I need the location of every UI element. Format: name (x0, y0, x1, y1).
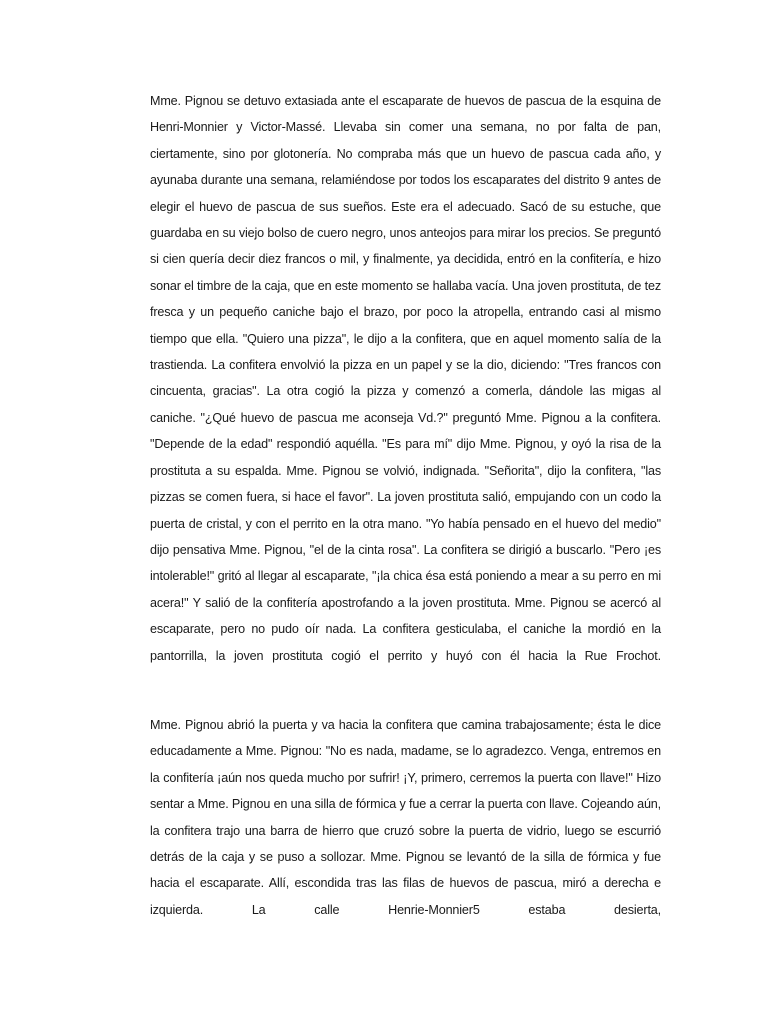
paragraph-2: Mme. Pignou abrió la puerta y va hacia la confitera que camina trabajosamente; ésta le dice educadamente a Mme. Pignou: "No es nada, madame, se lo agradezco. Venga, entremos en la confitería ¡aún nos queda mucho por sufrir! ¡Y, primero, cerremos la puerta con llave!" Hizo sentar a Mme. Pignou en una silla de fórmica y fue a cerrar la puerta con llave. Cojeando aún, la confitera trajo una barra de hierro que cruzó sobre la puerta de vidrio, luego se escurrió detrás de la caja y se puso a sollozar. Mme. Pignou se levantó de la silla de fórmica y fue hacia el escaparate. Allí, escondida tras las filas de huevos de pascua, miró a derecha e izquierda. La calle Henrie-Monnier5 estaba desierta, (150, 718, 661, 917)
paragraph-1: Mme. Pignou se detuvo extasiada ante el escaparate de huevos de pascua de la esquina de Henri-Monnier y Victor-Massé. Llevaba sin comer una semana, no por falta de pan, ciertamente, sino por glotonería. No compraba más que un huevo de pascua cada año, y ayunaba durante una semana, relamiéndose por todos los escaparates del distrito 9 antes de elegir el huevo de pascua de sus sueños. Este era el adecuado. Sacó de su estuche, que guardaba en su viejo bolso de cuero negro, unos anteojos para mirar los precios. Se preguntó si cien quería decir diez francos o mil, y finalmente, ya decidida, entró en la confitería, e hizo sonar el timbre de la caja, que en este momento se hallaba vacía. Una joven prostituta, de tez fresca y un pequeño caniche bajo el brazo, por poco la atropella, entrando casi al mismo tiempo que ella. "Quiero una pizza", le dijo a la confitera, que en aquel momento salía de la trastienda. La confitera envolvió la pizza en un papel y se la dio, diciendo: "Tres francos con cincuenta, gracias". La otra cogió la pizza y comenzó a comerla, dándole las migas al caniche. "¿Qué huevo de pascua me aconseja Vd.?" preguntó Mme. Pignou a la confitera. "Depende de la edad" respondió aquélla. "Es para mí" dijo Mme. Pignou, y oyó la risa de la prostituta a su espalda. Mme. Pignou se volvió, indignada. "Señorita", dijo la confitera, "las pizzas se comen fuera, si hace el favor". La joven prostituta salió, empujando con un codo la puerta de cristal, y con el perrito en la otra mano. "Yo había pensado en el huevo del medio" dijo pensativa Mme. Pignou, "el de la cinta rosa". La confitera se dirigió a buscarlo. "Pero ¡es intolerable!" gritó al llegar al escaparate, "¡la chica ésa está poniendo a mear a su perro en mi acera!" Y salió de la confitería apostrofando a la joven prostituta. Mme. Pignou se acercó al escaparate, pero no pudo oír nada. La confitera gesticulaba, el caniche la mordió en la pantorrilla, la joven prostituta cogió el perrito y huyó con él hacia la Rue Frochot. (150, 94, 661, 663)
